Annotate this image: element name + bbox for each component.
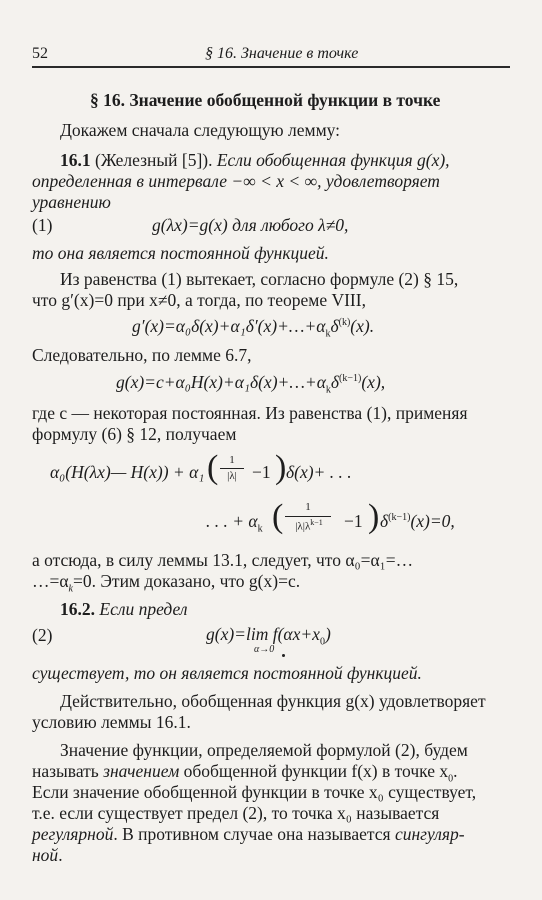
def-term-singular: сингуляр- [394, 824, 465, 844]
eq3-sup: (k−1) [339, 373, 362, 385]
fraction-1-numerator: 1 [229, 454, 235, 466]
eq4-second-start: . . . + α [206, 511, 258, 531]
eq4-delta-sup: (k−1) [388, 512, 411, 524]
page-number: 52 [32, 45, 48, 62]
fraction-2-numerator: 1 [305, 501, 311, 513]
fraction-2-denominator [283, 518, 335, 533]
eq2-end: (x). [350, 316, 375, 336]
definition-line-3: Если значение обобщенной функции в точке x₀ существует, [32, 782, 477, 802]
lemma-2-conclusion: существует, то он является постоянной функцией. [32, 663, 422, 683]
fraction-1-tail: −1 [252, 462, 271, 482]
eq5-body: g(x)=lim f(αx+x [206, 624, 320, 644]
equation-g [116, 372, 385, 396]
proof-line-1: Из равенства (1) вытекает, согласно формуле (2) § 15, [60, 269, 459, 289]
eq3-end: (x), [361, 372, 386, 392]
equation-4-line1-end: δ(x)+ . . . [286, 462, 352, 482]
lemma-text-line3: уравнению [32, 192, 111, 212]
proof-2-line-2: условию леммы 16.1. [32, 712, 191, 732]
lemma-2-label: 16.2. [60, 599, 95, 619]
section-title: § 16. Значение обобщенной функции в точке [90, 90, 441, 110]
eq2-delta: δ [330, 316, 339, 336]
eq3-main: g(x)=c+α₀H(x)+α₁δ(x)+…+α [116, 372, 326, 392]
def-term-end: ной [32, 845, 59, 865]
fraction-2-den-base: |λ|λ [295, 520, 311, 533]
definition-line-5 [32, 823, 465, 845]
proof-line-4: где c — некоторая постоянная. Из равенства (1), применяя [32, 403, 468, 423]
eq5-end: ) [324, 624, 331, 644]
equation-1: g(λx)=g(x) для любого λ≠0, [152, 215, 349, 235]
equation-4-line2-end [380, 511, 455, 532]
definition-line-4: т.е. если существует предел (2), то точка x₀ называется [32, 803, 440, 823]
proof-line-6: а отсюда, в силу леммы 13.1, следует, что α₀=α₁=… [32, 550, 414, 570]
fraction-2-den-sup: k−1 [310, 518, 323, 527]
definition-line-1: Значение функции, определяемой формулой (2), будем [60, 740, 468, 760]
proof-line-7-sub: k [68, 583, 73, 595]
proof-line-5: формулу (6) § 12, получаем [32, 424, 237, 444]
def-2-a: называть [32, 761, 104, 781]
proof-2-line-1: Действительно, обобщенная функция g(x) удовлетворяет [60, 691, 486, 711]
proof-line-7-start: …=α [32, 571, 69, 591]
right-paren-1: ) [275, 449, 287, 486]
limit-subscript: α→0 [254, 644, 275, 655]
equation-4-line2 [206, 511, 263, 535]
eq2-sub: k [325, 328, 331, 340]
eq4-final: (x)=0, [410, 511, 455, 531]
lemma-conclusion: то она является постоянной функцией. [32, 243, 329, 263]
lemma-text-line2: определенная в интервале −∞ < x < ∞, удовлетворяет [32, 171, 440, 191]
lemma-16-1-statement [60, 149, 450, 171]
fraction-2-tail: −1 [344, 511, 363, 531]
eq3-sub: k [325, 384, 331, 396]
eq4-second-sub: k [257, 523, 263, 535]
equation-1-number: (1) [32, 215, 53, 235]
print-dot [282, 654, 285, 657]
lemma-16-2-statement [60, 598, 187, 620]
def-2-sub: 0 [448, 773, 454, 785]
proof-line-3: Следовательно, по лемме 6.7, [32, 345, 252, 365]
eq4-delta: δ [380, 511, 389, 531]
lemma-reference: (Железный [5]). [95, 150, 213, 170]
def-term-regular: регулярной [32, 824, 114, 844]
fraction-2-bar [285, 516, 331, 517]
running-title: § 16. Значение в точке [205, 45, 359, 62]
lemma-text: Если обобщенная функция g(x), [216, 150, 450, 170]
left-paren-1: ( [207, 449, 219, 486]
equation-derivative [132, 316, 374, 340]
eq5-sub: 0 [319, 636, 325, 648]
def-2-c: . [453, 761, 458, 781]
header-rule [32, 66, 510, 68]
eq2-main: g′(x)=α₀δ(x)+α₁δ′(x)+…+α [132, 316, 326, 336]
fraction-1-denominator: |λ| [227, 470, 237, 482]
eq4-first-part: α₀(H(λx)— H(x)) + α₁ [50, 462, 205, 482]
def-2-b: обобщенной функции f(x) в точке x [179, 761, 449, 781]
left-paren-2: ( [272, 498, 284, 535]
equation-2-number: (2) [32, 625, 53, 645]
proof-line-2: что g′(x)=0 при x≠0, а тогда, по теореме VIII, [32, 290, 366, 310]
equation-4-line1 [50, 462, 204, 483]
lemma-label: 16.1 [60, 150, 91, 170]
eq2-sup: (k) [338, 317, 351, 329]
lemma-2-text: Если предел [99, 599, 188, 619]
definition-line-6 [32, 844, 63, 866]
right-paren-2: ) [368, 498, 380, 535]
proof-line-7-end: =0. Этим доказано, что g(x)=c. [73, 571, 301, 591]
fraction-1-bar [220, 468, 244, 469]
def-5-text: . В противном случае она называется [113, 824, 395, 844]
intro-line: Докажем сначала следующую лемму: [60, 120, 341, 140]
def-6-period: . [58, 845, 63, 865]
eq3-delta: δ [330, 372, 340, 392]
def-2-term: значением [103, 761, 180, 781]
proof-line-7 [32, 570, 300, 601]
